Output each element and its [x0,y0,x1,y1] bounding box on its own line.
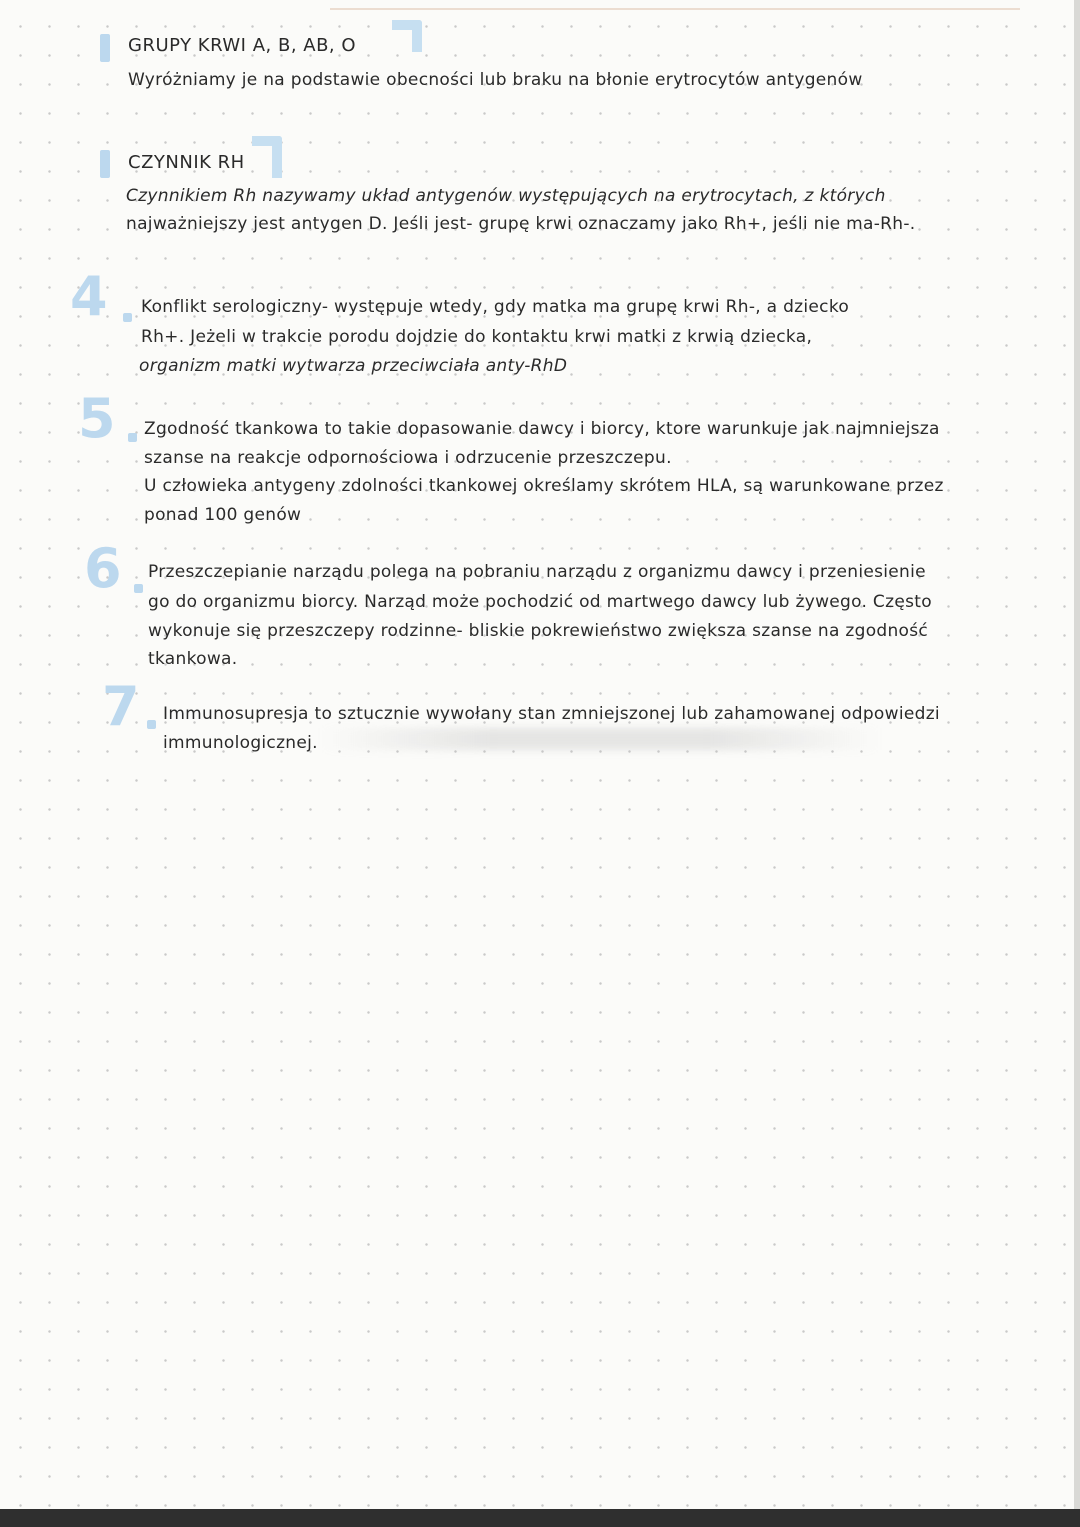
section-7-dot [147,720,156,729]
section-6-line-3: wykonuje się przeszczepy rodzinne- bliskie pokrewieństwo zwiększa szanse na zgodność [148,621,929,641]
section-2-hook [252,136,282,178]
section-5-line-1: Zgodność tkankowa to takie dopasowanie dawcy i biorcy, ktore warunkuje jak najmniejsza [144,419,940,439]
section-4-line-1: Konflikt serologiczny- występuje wtedy, gdy matka ma grupę krwi Rh-, a dziecko [141,297,850,317]
paper-top-line [330,8,1020,10]
section-7-number: 7 [102,675,140,738]
section-1-hook [392,20,422,52]
section-6-dot [134,584,143,593]
section-2-line-2: najważniejszy jest antygen D. Jeśli jest- grupę krwi oznaczamy jako Rh+, jeśli nie ma-Rh-. [126,214,916,234]
section-5-line-4: ponad 100 genów [144,505,302,525]
section-4-line-3: organizm matki wytwarza przeciwciała anty-RhD [139,356,568,376]
paper-crease-shadow [320,728,880,750]
section-5-line-3: U człowieka antygeny zdolności tkankowej określamy skrótem HLA, są warunkowane przez [144,476,944,496]
section-5-dot [128,433,137,442]
section-7-line-2: immunologicznej. [163,733,318,753]
section-5-line-2: szanse na reakcje odpornościowa i odrzucenie przeszczepu. [144,448,672,468]
section-1-line-1: Wyróżniamy je na podstawie obecności lub braku na błonie erytrocytów antygenów [128,70,863,90]
section-2-number-bar [100,150,110,178]
section-2-heading: CZYNNIK RH [128,152,245,173]
section-2-line-1: Czynnikiem Rh nazywamy układ antygenów występujących na erytrocytach, z których [126,186,886,206]
page-edge-bottom [0,1509,1080,1527]
section-4-dot [123,313,132,322]
section-6-number: 6 [84,537,122,600]
page-edge-right [1074,0,1080,1527]
section-6-line-4: tkankowa. [148,649,238,669]
section-4-number: 4 [70,265,108,328]
section-5-number: 5 [78,387,116,450]
section-6-line-1: Przeszczepianie narządu polega na pobraniu narządu z organizmu dawcy i przeniesienie [148,562,926,582]
section-1-number-bar [100,34,110,62]
section-4-line-2: Rh+. Jeżeli w trakcie porodu dojdzie do kontaktu krwi matki z krwią dziecka, [141,327,813,347]
section-6-line-2: go do organizmu biorcy. Narząd może pochodzić od martwego dawcy lub żywego. Często [148,592,932,612]
section-1-heading: GRUPY KRWI A, B, AB, O [128,35,357,56]
section-7-line-1: Immunosupresja to sztucznie wywołany stan zmniejszonej lub zahamowanej odpowiedzi [163,704,940,724]
